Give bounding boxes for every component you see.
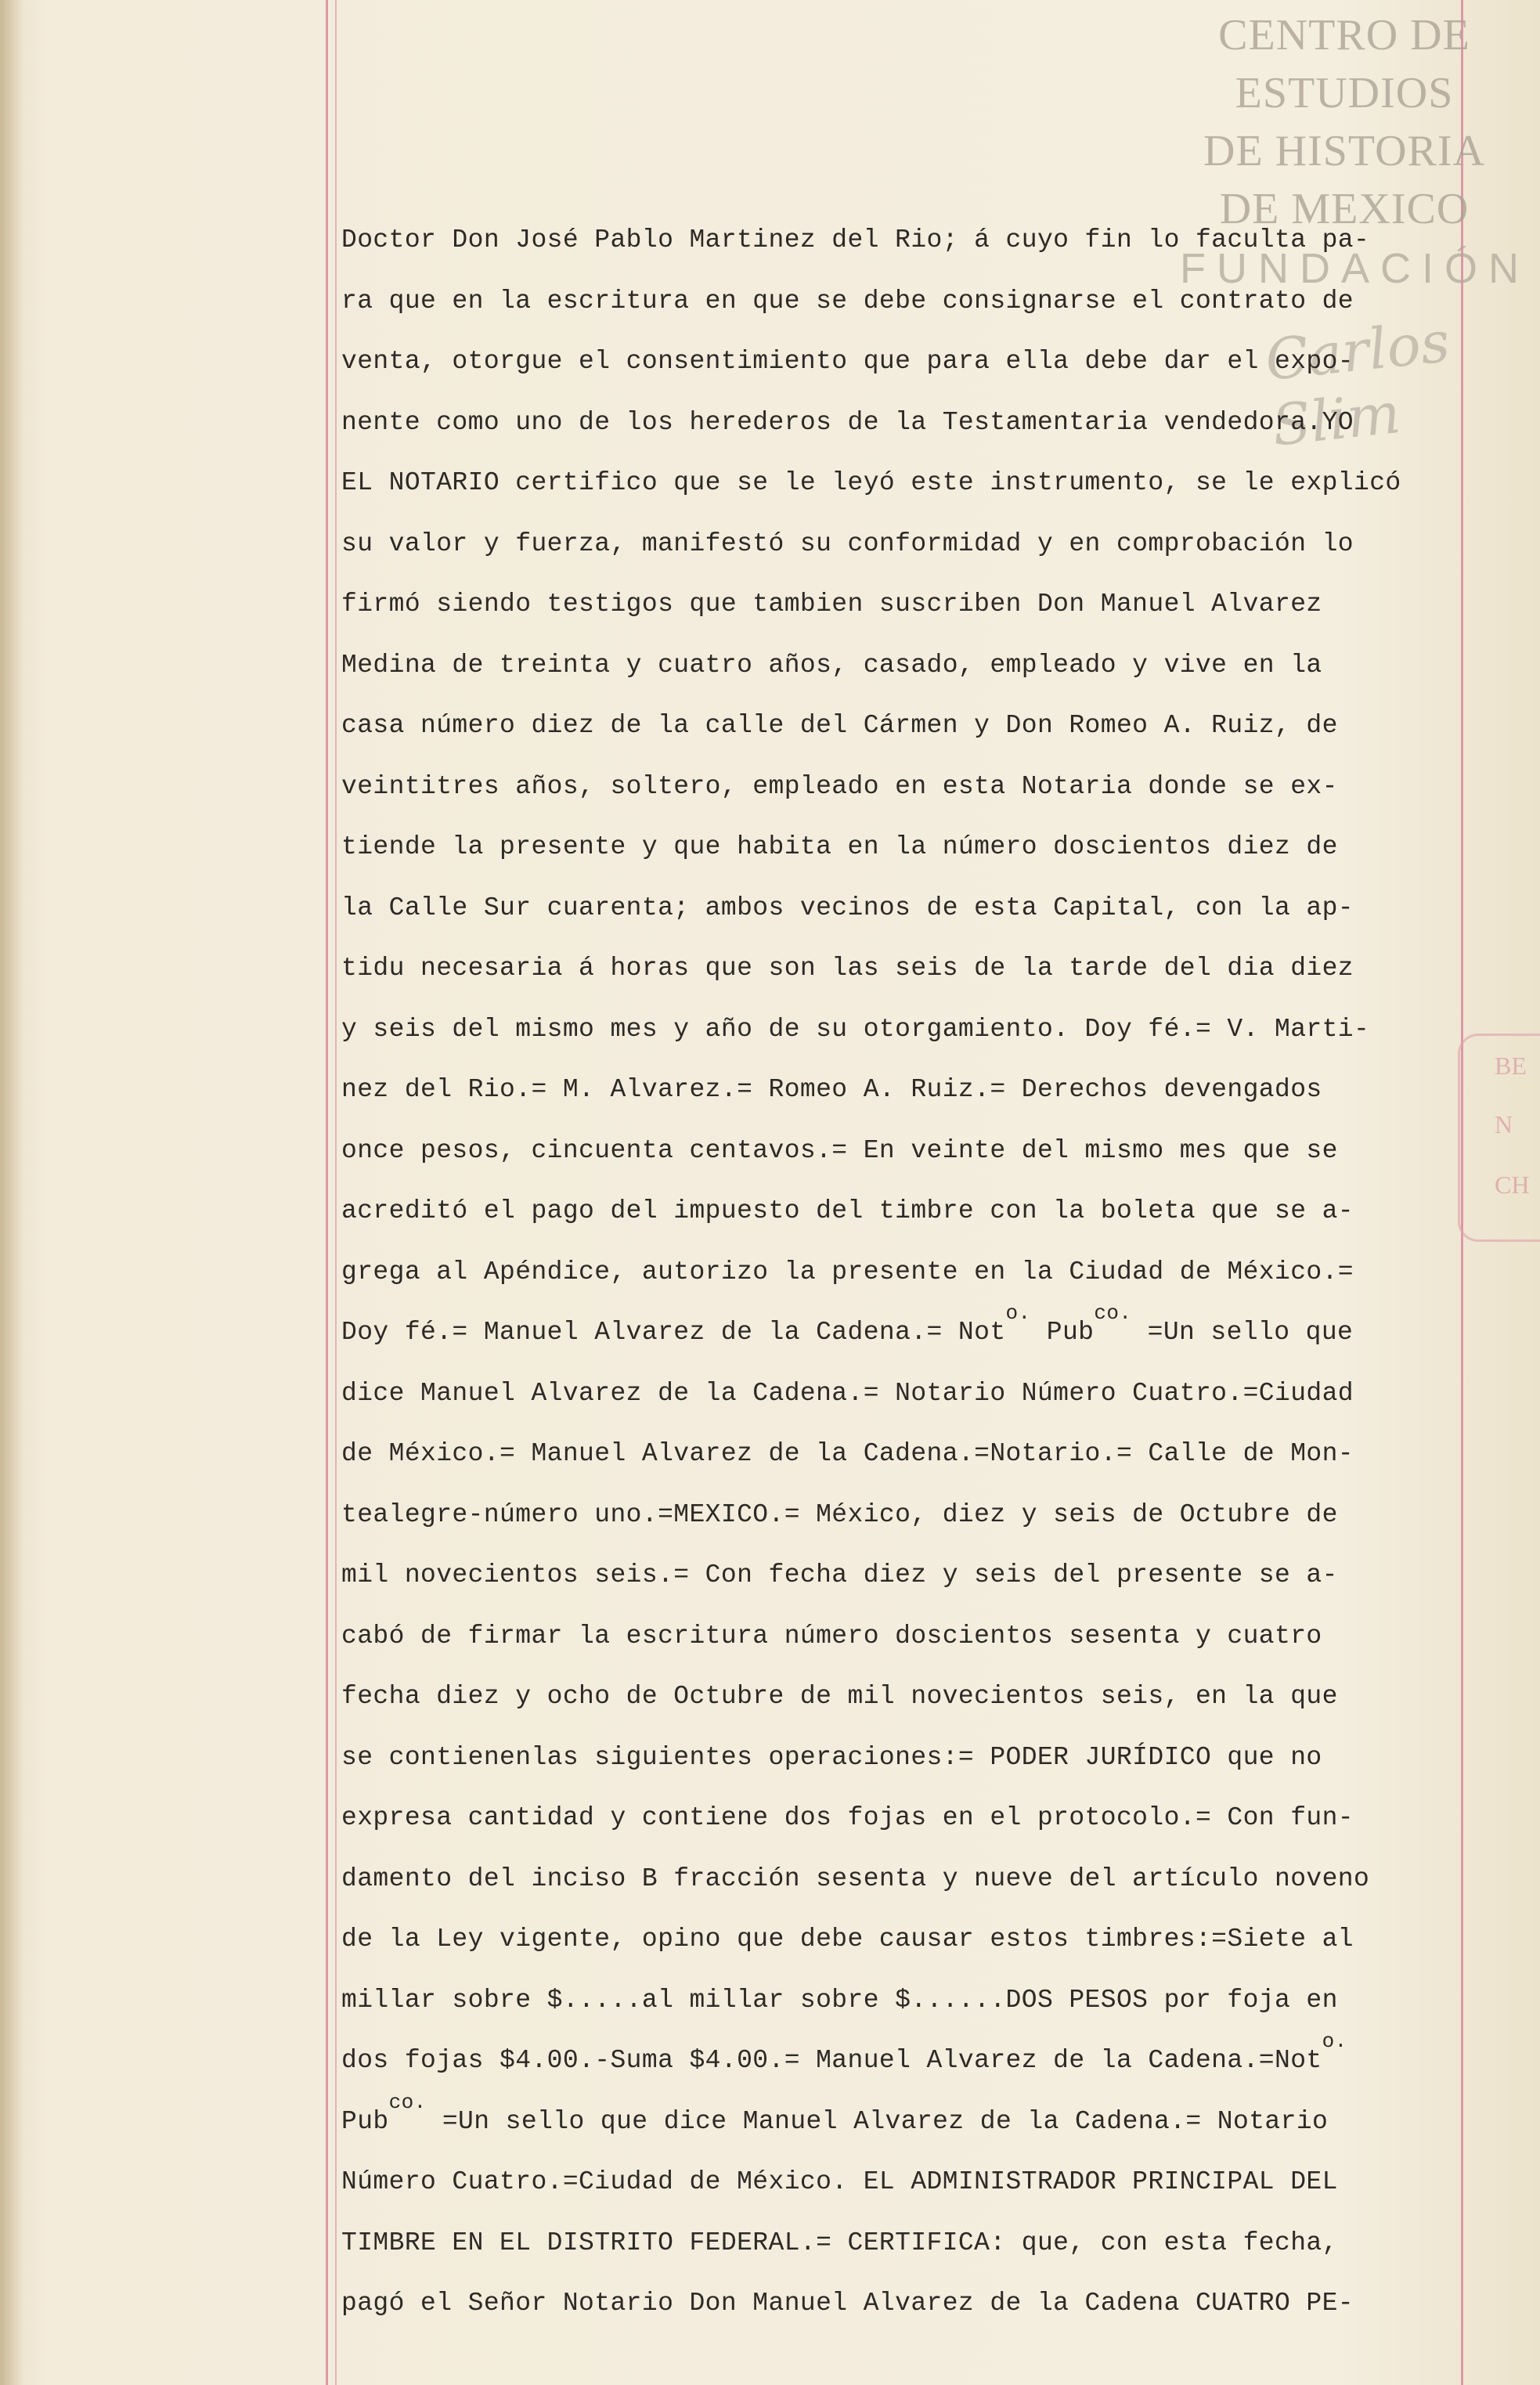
watermark-line-2: ESTUDIOS bbox=[1235, 69, 1454, 117]
text-segment: Doy fé.= Manuel Alvarez de la Cadena.= Not bbox=[341, 1318, 1006, 1347]
text-line: tealegre-número uno.=MEXICO.= México, diez y seis de Octubre de bbox=[341, 1499, 1338, 1529]
text-line: TIMBRE EN EL DISTRITO FEDERAL.= CERTIFICA: que, con esta fecha, bbox=[341, 2228, 1338, 2257]
text-line: ra que en la escritura en que se debe consignarse el contrato de bbox=[341, 286, 1354, 316]
text-line: EL NOTARIO certifico que se le leyó este instrumento, se le explicó bbox=[341, 468, 1401, 497]
text-line: tiende la presente y que habita en la número doscientos diez de bbox=[341, 832, 1338, 861]
text-line: nez del Rio.= M. Alvarez.= Romeo A. Ruiz.= Derechos devengados bbox=[341, 1075, 1322, 1104]
typed-text-body bbox=[341, 210, 1461, 2334]
text-segment: dos fojas $4.00.-Suma $4.00.= Manuel Alvarez de la Cadena.=Not bbox=[341, 2046, 1322, 2075]
text-line: millar sobre $.....al millar sobre $......DOS PESOS por foja en bbox=[341, 1985, 1338, 2015]
watermark-line-3: DE HISTORIA bbox=[1203, 127, 1485, 175]
superscript: co. bbox=[1094, 1301, 1132, 1325]
text-line: damento del inciso B fracción sesenta y nueve del artículo noveno bbox=[341, 1864, 1370, 1893]
text-line: acreditó el pago del impuesto del timbre con la boleta que se a- bbox=[341, 1196, 1354, 1225]
text-line: once pesos, cincuenta centavos.= En veinte del mismo mes que se bbox=[341, 1135, 1338, 1165]
text-line: de la Ley vigente, opino que debe causar estos timbres:=Siete al bbox=[341, 1925, 1354, 1954]
watermark-line-4: DE MEXICO bbox=[1219, 185, 1470, 233]
left-margin-rule bbox=[326, 0, 328, 2385]
text-line: grega al Apéndice, autorizo la presente en la Ciudad de México.= bbox=[341, 1257, 1354, 1286]
text-line: pagó el Señor Notario Don Manuel Alvarez de la Cadena CUATRO PE- bbox=[341, 2289, 1354, 2318]
page-edge-shadow bbox=[0, 0, 23, 2385]
text-line: venta, otorgue el consentimiento que para ella debe dar el expo- bbox=[341, 347, 1354, 376]
text-line: casa número diez de la calle del Cármen y Don Romeo A. Ruiz, de bbox=[341, 711, 1338, 740]
text-line: Número Cuatro.=Ciudad de México. EL ADMINISTRADOR PRINCIPAL DEL bbox=[341, 2167, 1338, 2196]
text-line: se contienenlas siguientes operaciones:= PODER JURÍDICO que no bbox=[341, 1742, 1322, 1772]
text-segment: =Un sello que dice Manuel Alvarez de la Cadena.= Notario bbox=[426, 2106, 1329, 2136]
text-line: Doctor Don José Pablo Martinez del Rio; á cuyo fin lo faculta pa- bbox=[341, 226, 1370, 254]
text-segment: Pub bbox=[341, 2106, 389, 2136]
text-line: firmó siendo testigos que tambien suscriben Don Manuel Alvarez bbox=[341, 590, 1322, 619]
text-line: mil novecientos seis.= Con fecha diez y seis del presente se a- bbox=[341, 1561, 1338, 1589]
text-line: fecha diez y ocho de Octubre de mil novecientos seis, en la que bbox=[341, 1682, 1338, 1711]
superscript: o. bbox=[1005, 1301, 1031, 1325]
stamp-text-3: CH bbox=[1495, 1171, 1530, 1199]
stamp-text-2: N bbox=[1495, 1110, 1513, 1138]
watermark-foundation: FUNDACIÓN bbox=[1180, 245, 1530, 292]
superscript: co. bbox=[388, 2090, 427, 2114]
text-line: nente como uno de los herederos de la Testamentaria vendedora.YO bbox=[341, 407, 1354, 437]
left-margin-rule-inner bbox=[335, 0, 337, 2385]
text-line: y seis del mismo mes y año de su otorgamiento. Doy fé.= V. Marti- bbox=[341, 1014, 1370, 1044]
watermark-line-1: CENTRO DE bbox=[1218, 11, 1470, 60]
text-line: veintitres años, soltero, empleado en esta Notaria donde se ex- bbox=[341, 771, 1338, 801]
text-line: la Calle Sur cuarenta; ambos vecinos de esta Capital, con la ap- bbox=[341, 893, 1354, 922]
text-line: su valor y fuerza, manifestó su conformidad y en comprobación lo bbox=[341, 529, 1354, 558]
superscript: o. bbox=[1322, 2030, 1347, 2053]
text-line: dice Manuel Alvarez de la Cadena.= Notario Número Cuatro.=Ciudad bbox=[341, 1378, 1354, 1408]
text-line: cabó de firmar la escritura número doscientos sesenta y cuatro bbox=[341, 1621, 1322, 1651]
stamp-fragment bbox=[1458, 1034, 1540, 1242]
text-line-with-superscripts bbox=[341, 1302, 1461, 1363]
text-segment: =Un sello que bbox=[1131, 1318, 1354, 1347]
text-line: tidu necesaria á horas que son las seis de la tarde del dia diez bbox=[341, 954, 1354, 983]
text-line: expresa cantidad y contiene dos fojas en el protocolo.= Con fun- bbox=[341, 1803, 1354, 1832]
watermark-signature: Carlos Slim bbox=[1262, 308, 1453, 459]
text-line-with-superscripts bbox=[341, 2030, 1461, 2091]
stamp-text-1: BE bbox=[1495, 1052, 1527, 1080]
text-line: Medina de treinta y cuatro años, casado, empleado y vive en la bbox=[341, 650, 1322, 680]
text-line: de México.= Manuel Alvarez de la Cadena.=Notario.= Calle de Mon- bbox=[341, 1439, 1354, 1468]
text-line-with-superscripts bbox=[341, 2091, 1461, 2152]
text-segment: Pub bbox=[1030, 1318, 1095, 1347]
